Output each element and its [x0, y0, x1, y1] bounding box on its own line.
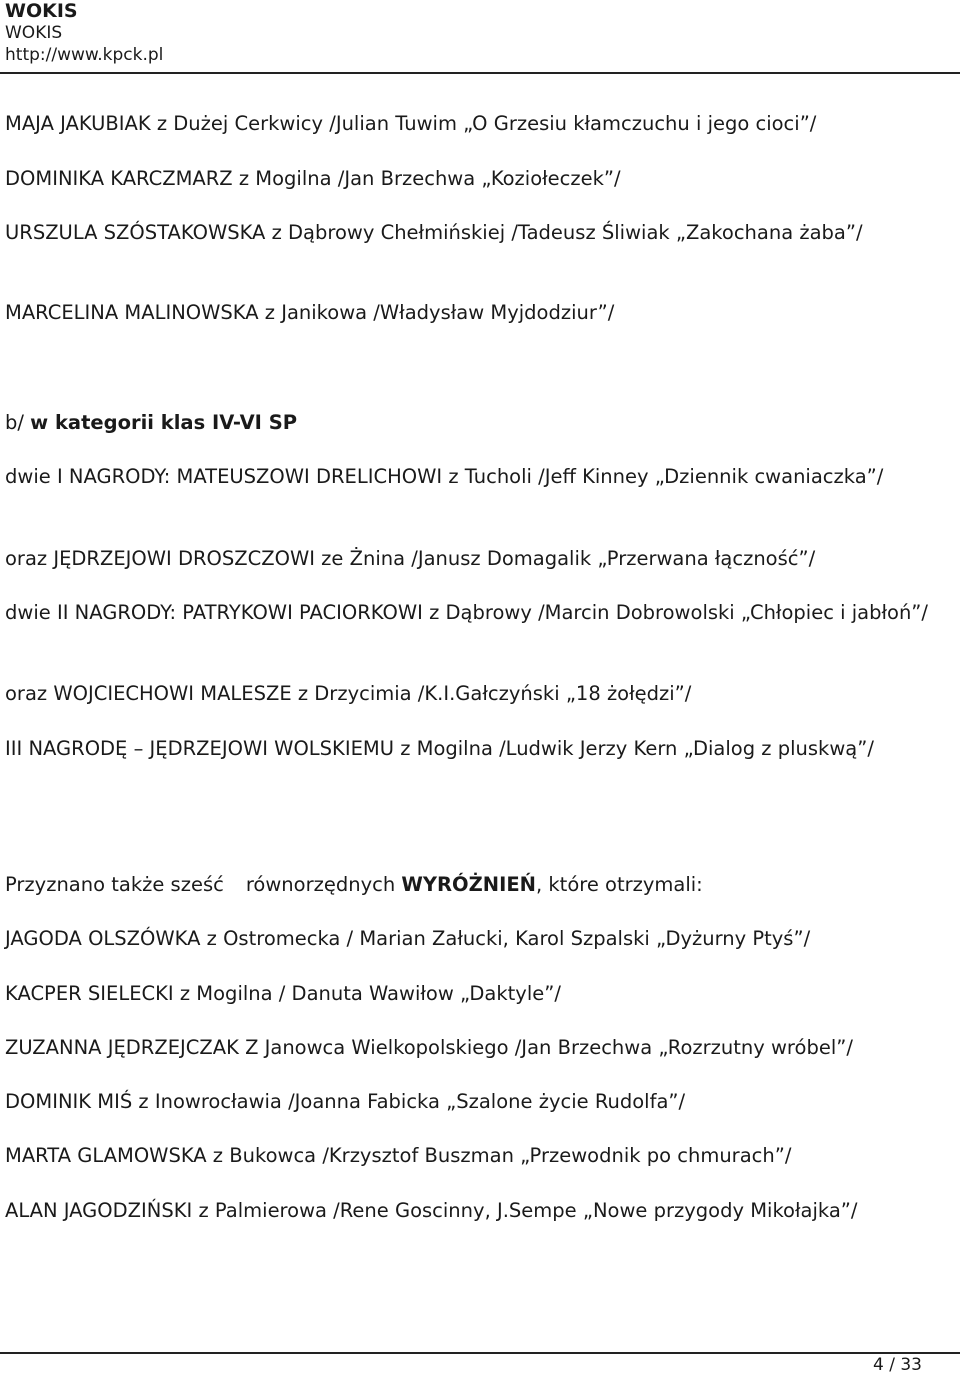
header-divider	[0, 72, 960, 74]
intro-before: Przyznano także sześć	[5, 873, 224, 896]
distinction-line: ZUZANNA JĘDRZEJCZAK Z Janowca Wielkopolskiego /Jan Brzechwa „Rozrzutny wróbel”/	[5, 1036, 853, 1059]
award-line: dwie I NAGRODY: MATEUSZOWI DRELICHOWI z Tucholi /Jeff Kinney „Dziennik cwaniaczka”/	[5, 465, 884, 488]
site-subtitle: WOKIS	[5, 23, 63, 43]
intro-middle: równorzędnych	[245, 873, 402, 896]
category-prefix: b/	[5, 411, 31, 434]
award-line: oraz WOJCIECHOWI MALESZE z Drzycimia /K.I.Gałczyński „18 żołędzi”/	[5, 682, 692, 705]
entry-line: MARCELINA MALINOWSKA z Janikowa /Władysław Myjdodziur”/	[5, 301, 615, 324]
site-title: WOKIS	[5, 0, 78, 22]
distinction-line: ALAN JAGODZIŃSKI z Palmierowa /Rene Goscinny, J.Sempe „Nowe przygody Mikołajka”/	[5, 1199, 858, 1222]
site-url[interactable]: http://www.kpck.pl	[5, 45, 164, 65]
category-label: w kategorii klas IV-VI SP	[30, 411, 298, 434]
page-header	[5, 0, 960, 66]
page-number: 4 / 33	[873, 1355, 922, 1375]
category-heading	[5, 409, 957, 437]
entry-line: DOMINIKA KARCZMARZ z Mogilna /Jan Brzechwa „Koziołeczek”/	[5, 167, 621, 190]
distinctions-intro	[5, 871, 957, 899]
intro-bold: WYRÓŻNIEŃ	[401, 873, 536, 896]
footer-divider	[0, 1352, 960, 1354]
distinction-line: MARTA GLAMOWSKA z Bukowca /Krzysztof Buszman „Przewodnik po chmurach”/	[5, 1144, 792, 1167]
distinction-line: KACPER SIELECKI z Mogilna / Danuta Wawiłow „Daktyle”/	[5, 982, 561, 1005]
award-line: dwie II NAGRODY: PATRYKOWI PACIORKOWI z Dąbrowy /Marcin Dobrowolski „Chłopiec i jabłoń”/	[5, 601, 928, 624]
distinction-line: JAGODA OLSZÓWKA z Ostromecka / Marian Załucki, Karol Szpalski „Dyżurny Ptyś”/	[5, 927, 811, 950]
entry-line: MAJA JAKUBIAK z Dużej Cerkwicy /Julian Tuwim „O Grzesiu kłamczuchu i jego cioci”/	[5, 112, 817, 135]
award-line: oraz JĘDRZEJOWI DROSZCZOWI ze Żnina /Janusz Domagalik „Przerwana łączność”/	[5, 547, 816, 570]
intro-after: , które otrzymali:	[535, 873, 703, 896]
entry-line: URSZULA SZÓSTAKOWSKA z Dąbrowy Chełmińskiej /Tadeusz Śliwiak „Zakochana żaba”/	[5, 221, 863, 244]
award-line: III NAGRODĘ – JĘDRZEJOWI WOLSKIEMU z Mogilna /Ludwik Jerzy Kern „Dialog z pluskwą”/	[5, 737, 874, 760]
distinction-line: DOMINIK MIŚ z Inowrocławia /Joanna Fabicka „Szalone życie Rudolfa”/	[5, 1090, 686, 1113]
